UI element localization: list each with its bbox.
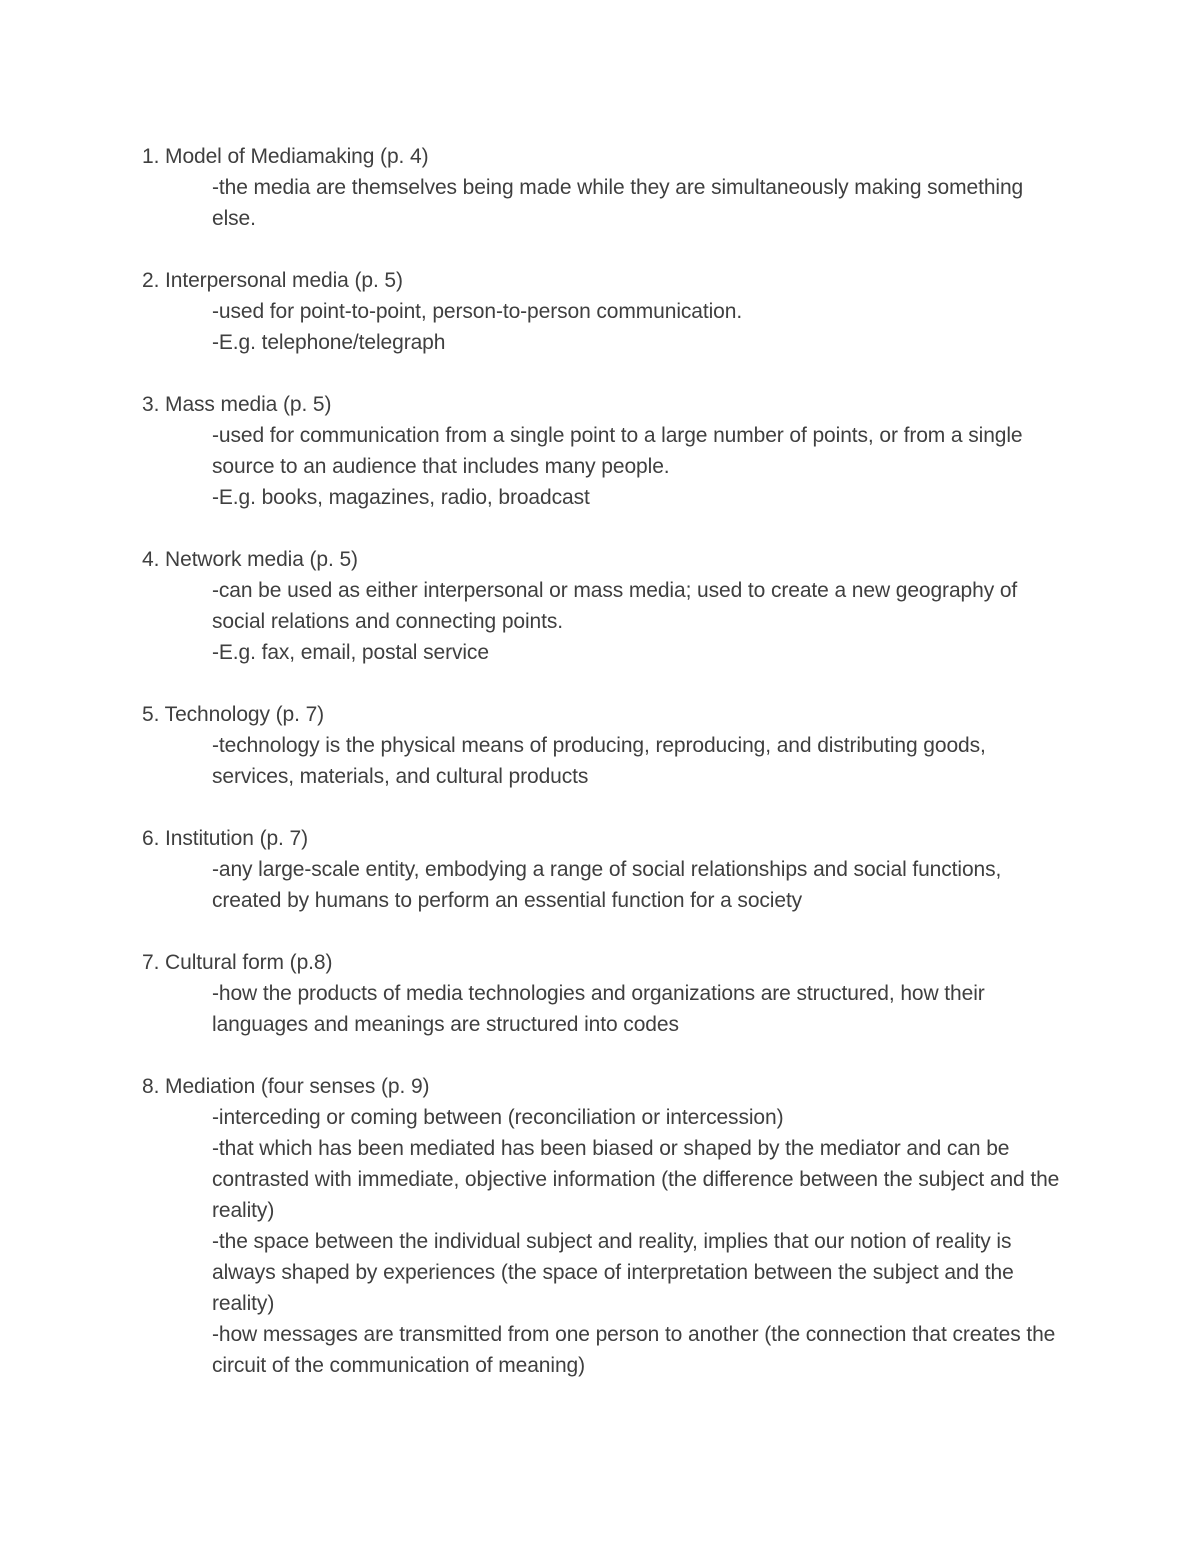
definition-line: -can be used as either interpersonal or mass media; used to create a new geography of social relations and connecting points. xyxy=(212,579,1018,633)
term-definitions xyxy=(212,854,1062,916)
term-item xyxy=(142,947,1072,1040)
term-item xyxy=(142,823,1072,916)
definition-line: -any large-scale entity, embodying a range of social relationships and social functions, created by humans to perform an essential function for a society xyxy=(212,858,1002,912)
term-heading: 5. Technology (p. 7) xyxy=(142,703,325,726)
definition-line: -how the products of media technologies and organizations are structured, how their languages and meanings are structured into codes xyxy=(212,982,985,1036)
definition-line: -used for communication from a single point to a large number of points, or from a single source to an audience that includes many people. xyxy=(212,424,1023,478)
example-line: -E.g. telephone/telegraph xyxy=(212,331,446,354)
term-heading: 3. Mass media (p. 5) xyxy=(142,393,332,416)
term-definitions xyxy=(212,730,1062,792)
term-definitions xyxy=(212,296,1062,358)
term-item xyxy=(142,141,1072,234)
term-heading: 8. Mediation (four senses (p. 9) xyxy=(142,1075,430,1098)
term-heading: 6. Institution (p. 7) xyxy=(142,827,308,850)
definition-line: -technology is the physical means of producing, reproducing, and distributing goods, services, materials, and cultural products xyxy=(212,734,986,788)
example-line: -E.g. books, magazines, radio, broadcast xyxy=(212,486,590,509)
definition-line: -used for point-to-point, person-to-person communication. xyxy=(212,300,743,323)
definition-line: -that which has been mediated has been biased or shaped by the mediator and can be contrasted with immediate, objective information (the difference between the subject and the reality) xyxy=(212,1137,1060,1222)
definition-line: -how messages are transmitted from one person to another (the connection that creates the circuit of the communication of meaning) xyxy=(212,1323,1056,1377)
term-definitions xyxy=(212,978,1062,1040)
definition-line: -the media are themselves being made while they are simultaneously making something else. xyxy=(212,176,1024,230)
term-item xyxy=(142,265,1072,358)
term-item xyxy=(142,699,1072,792)
term-list xyxy=(142,141,1072,1412)
term-definitions xyxy=(212,420,1062,513)
term-definitions xyxy=(212,575,1062,668)
term-heading: 7. Cultural form (p.8) xyxy=(142,951,333,974)
term-item xyxy=(142,544,1072,668)
term-item xyxy=(142,389,1072,513)
term-heading: 4. Network media (p. 5) xyxy=(142,548,358,571)
example-line: -E.g. fax, email, postal service xyxy=(212,641,489,664)
term-heading: 1. Model of Mediamaking (p. 4) xyxy=(142,145,429,168)
term-definitions xyxy=(212,1102,1062,1381)
definition-line: -interceding or coming between (reconciliation or intercession) xyxy=(212,1106,784,1129)
definition-line: -the space between the individual subject and reality, implies that our notion of reality is always shaped by experiences (the space of interpretation between the subject and the reality) xyxy=(212,1230,1014,1315)
term-item xyxy=(142,1071,1072,1381)
term-heading: 2. Interpersonal media (p. 5) xyxy=(142,269,403,292)
term-definitions xyxy=(212,172,1062,234)
